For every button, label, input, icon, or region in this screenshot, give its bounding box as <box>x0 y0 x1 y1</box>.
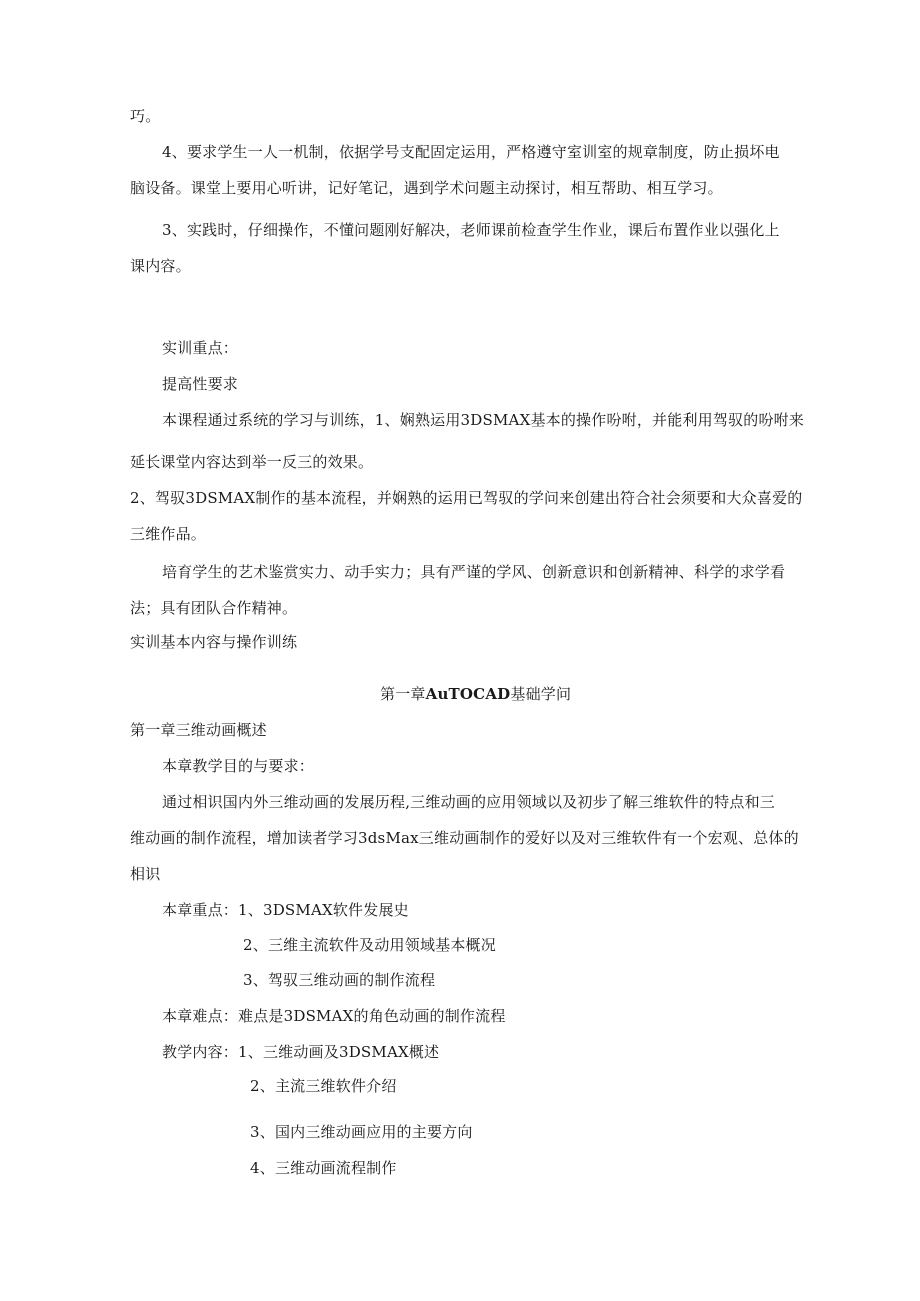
paragraph-line: 脑设备。课堂上要用心听讲，记好笔记，遇到学术问题主动探讨，相互帮助、相互学习。 <box>130 179 723 197</box>
chapter-title-suffix: 基础学问 <box>510 685 572 703</box>
objectives-label: 本章教学目的与要求： <box>162 757 315 775</box>
paragraph-line: 本课程通过系统的学习与训练，1、娴熟运用3DSMAX基本的操作吩咐，并能利用驾驭的吩咐来 <box>162 411 805 429</box>
key-point-item: 3、驾驭三维动画的制作流程 <box>243 971 436 989</box>
section-heading: 实训基本内容与操作训练 <box>130 633 298 651</box>
chapter-title-bold: AuTOCAD <box>425 685 511 703</box>
paragraph-line: 延长课堂内容达到举一反三的效果。 <box>130 453 374 471</box>
paragraph-line: 巧。 <box>130 107 161 125</box>
section-label: 提高性要求 <box>162 375 239 393</box>
paragraph-line: 相识 <box>130 865 161 883</box>
paragraph-line: 2、驾驭3DSMAX制作的基本流程，并娴熟的运用已驾驭的学问来创建出符合社会须要和大众喜爱的 <box>130 489 803 507</box>
key-points: 本章重点：1、3DSMAX软件发展史 <box>162 901 409 919</box>
paragraph-line: 4、要求学生一人一机制，依据学号支配固定运用，严格遵守室训室的规章制度，防止损坏电 <box>162 143 780 161</box>
paragraph-line: 培育学生的艺术鉴赏实力、动手实力；具有严谨的学风、创新意识和创新精神、科学的求学看 <box>162 563 786 581</box>
paragraph-line: 法；具有团队合作精神。 <box>130 599 298 617</box>
paragraph-line: 通过相识国内外三维动画的发展历程,三维动画的应用领域以及初步了解三维软件的特点和三 <box>162 793 775 811</box>
paragraph-line: 三维作品。 <box>130 525 207 543</box>
content-label: 教学内容：1、三维动画及3DSMAX概述 <box>162 1043 440 1061</box>
difficulty: 本章难点：难点是3DSMAX的角色动画的制作流程 <box>162 1007 506 1025</box>
paragraph-line: 维动画的制作流程，增加读者学习3dsMax三维动画制作的爱好以及对三维软件有一个宏观、总体的 <box>130 829 799 847</box>
paragraph-line: 3、实践时，仔细操作，不懂问题刚好解决，老师课前检查学生作业，课后布置作业以强化上 <box>162 221 780 239</box>
content-item: 4、三维动画流程制作 <box>250 1159 397 1177</box>
chapter-title-left: 第一章三维动画概述 <box>130 721 267 739</box>
key-point-item: 2、三维主流软件及动用领域基本概况 <box>243 936 496 954</box>
content-item: 3、国内三维动画应用的主要方向 <box>250 1123 473 1141</box>
paragraph-line: 课内容。 <box>130 257 191 275</box>
section-label: 实训重点： <box>162 339 239 357</box>
content-item: 2、主流三维软件介绍 <box>250 1077 397 1095</box>
chapter-title-prefix: 第一章 <box>380 685 426 703</box>
chapter-title-center <box>380 684 571 704</box>
